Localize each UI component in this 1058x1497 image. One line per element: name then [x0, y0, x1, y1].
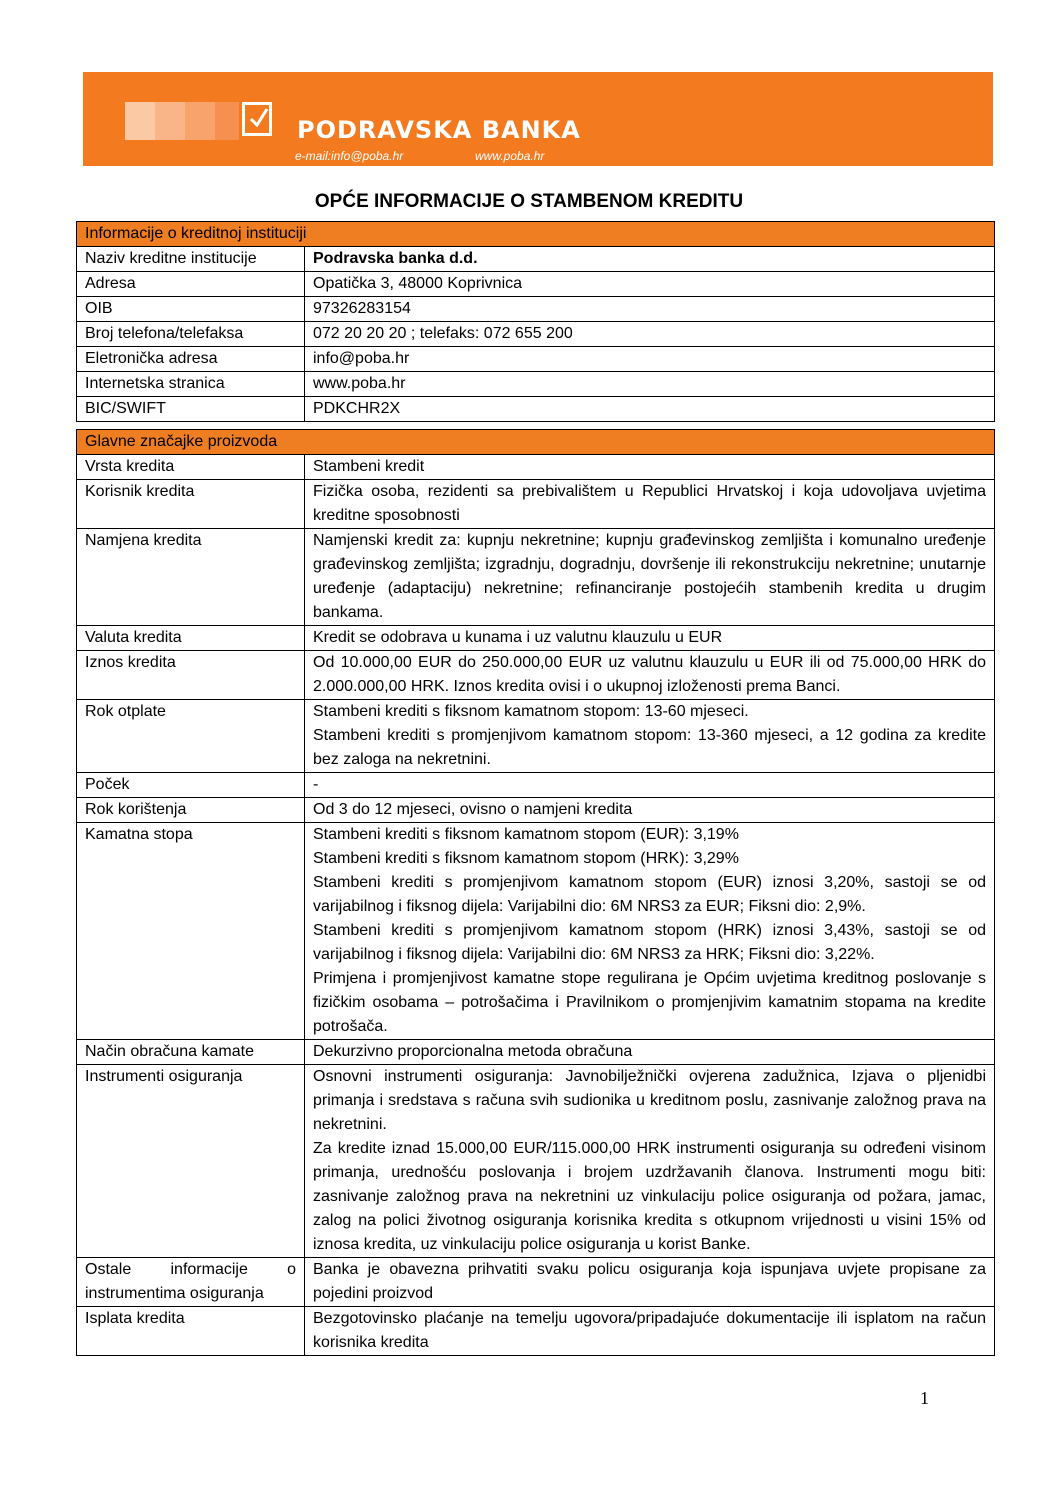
row-value: Od 10.000,00 EUR do 250.000,00 EUR uz valutnu klauzulu u EUR ili od 75.000,00 HRK do 2.000.000,00 HRK. Iznos kredita ovisi i o ukupnoj izloženosti prema Banci. [305, 651, 995, 700]
row-label: Ostale informacije o instrumentima osiguranja [77, 1258, 305, 1307]
row-label: Iznos kredita [77, 651, 305, 700]
row-value: Stambeni krediti s fiksnom kamatnom stopom: 13-60 mjeseci. Stambeni krediti s promjenjivom kamatnom stopom: 13-360 mjeseci, a 12 godina za kredite bez zaloga na nekretnini. [305, 700, 995, 773]
table-row [77, 1040, 995, 1065]
row-label: OIB [77, 297, 305, 322]
section-heading: Informacije o kreditnoj instituciji [77, 222, 995, 247]
row-label: Način obračuna kamate [77, 1040, 305, 1065]
checkmark-box-icon [242, 102, 272, 136]
decor-square [185, 102, 215, 140]
row-value: Opatička 3, 48000 Koprivnica [305, 272, 995, 297]
table-row [77, 529, 995, 626]
table-row [77, 773, 995, 798]
header-banner [83, 72, 993, 166]
section-heading: Glavne značajke proizvoda [77, 430, 995, 455]
row-label: Isplata kredita [77, 1307, 305, 1356]
row-label: BIC/SWIFT [77, 397, 305, 422]
row-value: www.poba.hr [305, 372, 995, 397]
row-label: Eletronička adresa [77, 347, 305, 372]
row-value: Namjenski kredit za: kupnju nekretnine; kupnju građevinskog zemljišta i komunalno uređenje građevinskog zemljišta; izgradnju, dogradnju, dovršenje ili rekonstrukciju nekretnine; unutarnje uređenje (adaptaciju) nekretnine; refinanciranje postojećih stambenih kredita u drugim bankama. [305, 529, 995, 626]
row-label: Kamatna stopa [77, 823, 305, 1040]
table-row [77, 372, 995, 397]
table-row [77, 651, 995, 700]
table-row [77, 247, 995, 272]
table-row [77, 1258, 995, 1307]
decor-square [215, 102, 239, 140]
institution-info-table [76, 221, 995, 422]
table-row [77, 272, 995, 297]
row-label: Rok otplate [77, 700, 305, 773]
table-row [77, 626, 995, 651]
row-value: Bezgotovinsko plaćanje na temelju ugovora/pripadajuće dokumentacije ili isplatom na račun korisnika kredita [305, 1307, 995, 1356]
table-row [77, 823, 995, 1040]
product-features-table [76, 429, 995, 1356]
row-value: Dekurzivno proporcionalna metoda obračuna [305, 1040, 995, 1065]
table-row [77, 455, 995, 480]
row-value: - [305, 773, 995, 798]
row-label: Broj telefona/telefaksa [77, 322, 305, 347]
header-email: e-mail:info@poba.hr [295, 149, 404, 163]
row-value: Banka je obavezna prihvatiti svaku policu osiguranja koja ispunjava uvjete propisane za pojedini proizvod [305, 1258, 995, 1307]
row-value: Kredit se odobrava u kunama i uz valutnu klauzulu u EUR [305, 626, 995, 651]
decor-square [125, 102, 155, 140]
brand-name: PODRAVSKA BANKA [297, 116, 581, 144]
row-value: Fizička osoba, rezidenti sa prebivalištem u Republici Hrvatskoj i koja udovoljava uvjetima kreditne sposobnosti [305, 480, 995, 529]
table-row [77, 1065, 995, 1258]
header-website: www.poba.hr [475, 149, 545, 163]
table-row [77, 798, 995, 823]
row-label: Rok korištenja [77, 798, 305, 823]
row-label: Adresa [77, 272, 305, 297]
row-value: info@poba.hr [305, 347, 995, 372]
document-title: OPĆE INFORMACIJE O STAMBENOM KREDITU [314, 191, 744, 212]
row-value: Osnovni instrumenti osiguranja: Javnobilježnički ovjerena zadužnica, Izjava o pljenidbi primanja i sredstava s računa svih sudionika u kreditnom poslu, zasnivanje založnog prava na nekretnini. Za kredite iznad 15.000,00 EUR/115.000,00 HRK instrumenti osiguranja su određeni visinom primanja, urednošću poslovanja i brojem uzdržavanih članova. Instrumenti mogu biti: zasnivanje založnog prava na nekretnini uz vinkulaciju police osiguranja od požara, jamac, zalog na polici životnog osiguranja korisnika kredita s otkupnom vrijednosti u visini 15% od iznosa kredita, uz vinkulaciju police osiguranja u korist Banke. [305, 1065, 995, 1258]
row-value: Od 3 do 12 mjeseci, ovisno o namjeni kredita [305, 798, 995, 823]
table-row [77, 297, 995, 322]
table-row [77, 347, 995, 372]
row-value: Podravska banka d.d. [305, 247, 995, 272]
row-label: Poček [77, 773, 305, 798]
page-number: 1 [920, 1388, 929, 1408]
row-label: Valuta kredita [77, 626, 305, 651]
table-row [77, 700, 995, 773]
row-value: 072 20 20 20 ; telefaks: 072 655 200 [305, 322, 995, 347]
decor-square [155, 102, 185, 140]
table-row [77, 1307, 995, 1356]
row-label: Korisnik kredita [77, 480, 305, 529]
row-label: Instrumenti osiguranja [77, 1065, 305, 1258]
row-value: Stambeni krediti s fiksnom kamatnom stopom (EUR): 3,19% Stambeni krediti s fiksnom kamatnom stopom (HRK): 3,29% Stambeni krediti s promjenjivom kamatnom stopom (EUR) iznosi 3,20%, sastoji se od varijabilnog i fiksnog dijela: Varijabilni dio: 6M NRS3 za EUR; Fiksni dio: 2,9%. Stambeni krediti s promjenjivom kamatnom stopom (HRK) iznosi 3,43%, sastoji se od varijabilnog i fiksnog dijela: Varijabilni dio: 6M NRS3 za HRK; Fiksni dio: 3,22%. Primjena i promjenjivost kamatne stope regulirana je Općim uvjetima kreditnog poslovanje s fizičkim osobama – potrošačima i Pravilnikom o promjenjivim kamatnim stopama na kredite potrošača. [305, 823, 995, 1040]
row-value: PDKCHR2X [305, 397, 995, 422]
table-row [77, 480, 995, 529]
row-label: Vrsta kredita [77, 455, 305, 480]
table-row [77, 322, 995, 347]
row-value: 97326283154 [305, 297, 995, 322]
row-value: Stambeni kredit [305, 455, 995, 480]
table-row [77, 397, 995, 422]
row-label: Internetska stranica [77, 372, 305, 397]
row-label: Namjena kredita [77, 529, 305, 626]
row-label: Naziv kreditne institucije [77, 247, 305, 272]
